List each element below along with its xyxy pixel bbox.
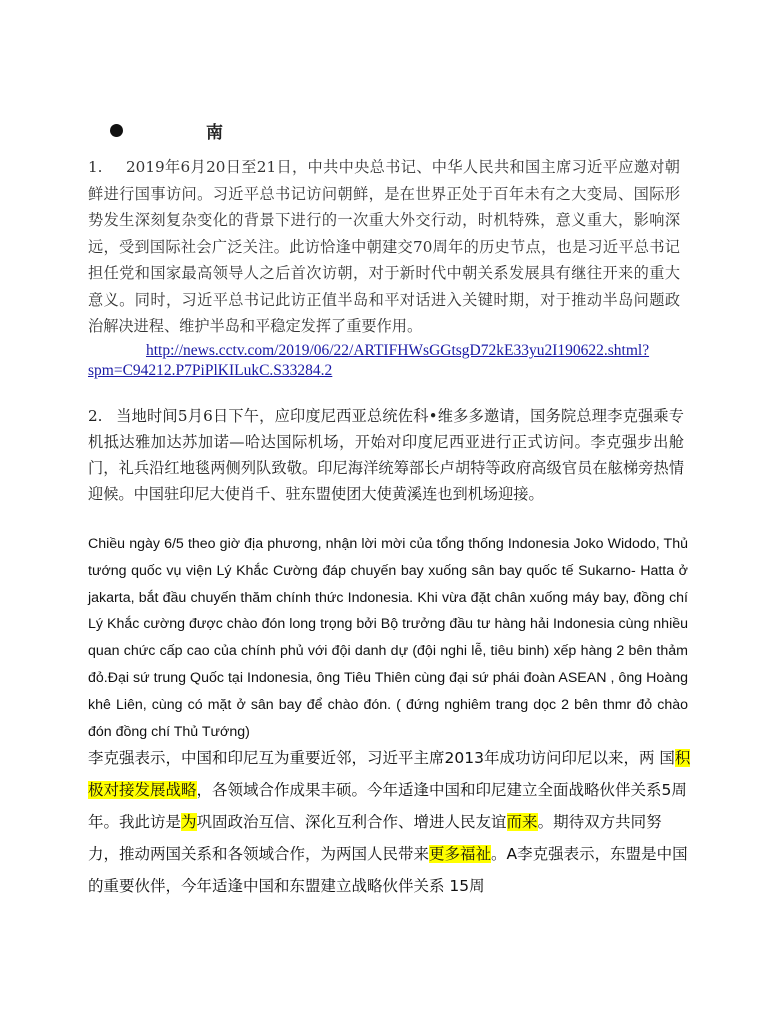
paragraph-2-number: 2. (88, 407, 103, 425)
highlight-3: 而来 (506, 813, 538, 831)
paragraph-1-number: 1. (88, 158, 103, 176)
paragraph-3-segment-2: ，各领域合作成果丰硕。今年适逢中国和印尼建立全面战略伙伴关系5周年。我此访是 (88, 781, 687, 831)
heading-title: 南 (206, 123, 223, 143)
news-link-line-2[interactable]: spm=C94212.P7PiPlKILukC.S33284.2 (88, 362, 333, 379)
paragraph-3-segment-3: 巩固政治互信、深化互利合作、增进人民友谊 (196, 813, 507, 831)
paragraph-3-segment-1: 李克强表示，中国和印尼互为重要近邻，习近平主席2013年成功访问印尼以来，两 国 (88, 749, 675, 767)
highlight-1: 积极对接发展战略 (88, 749, 691, 799)
paragraph-3 (88, 742, 692, 902)
paragraph-2 (88, 403, 684, 507)
bullet-icon (110, 124, 123, 137)
news-link-line-1[interactable]: http://news.cctv.com/2019/06/22/ARTIFHWsGGtsgD72kE33yu2I190622.shtml? (146, 342, 650, 359)
paragraph-1 (88, 154, 680, 340)
paragraph-3-segment-4: 。期待双方共同努力，推动两国关系和各领域合作，为两国人民带来 (88, 813, 662, 863)
news-link[interactable] (88, 341, 688, 381)
paragraph-1-text: 2019年6月20日至21日，中共中央总书记、中华人民共和国主席习近平应邀对朝鲜进行国事访问。习近平总书记访问朝鲜，是在世界正处于百年未有之大变局、国际形势发生深刻复杂变化的背景下进行的一次重大外交行动，时机特殊，意义重大，影响深远，受到国际社会广泛关注。此访恰逢中朝建交70周年的历史节点，也是习近平总书记担任党和国家最高领导人之后首次访朝，对于新时代中朝关系发展具有继往开来的重大意义。同时，习近平总书记此访正值半岛和平对话进入关键时期，对于推动半岛问题政治解决进程、维护半岛和平稳定发挥了重要作用。 (88, 158, 680, 335)
paragraph-3-segment-5: 。A李克强表示，东盟是中国的重要伙伴，今年适逢中国和东盟建立战略伙伴关系 15周 (88, 845, 688, 895)
vietnamese-translation: Chiều ngày 6/5 theo giờ địa phương, nhận lời mời của tổng thống Indonesia Joko Widodo, Thủ tướng quốc vụ viện Lý Khắc Cường đáp chuyến bay xuống sân bay quốc tế Sukarno- Hatta ở jakarta, bắt đầu chuyến thăm chính thức Indonesia. Khi vừa đặt chân xuống máy bay, đồng chí Lý Khắc cường được chào đón long trọng bởi Bộ trưởng đầu tư hàng hải Indonesia cùng nhiều quan chức cấp cao của chính phủ với đội danh dự (đội nghi lễ, tiêu binh) xếp hàng 2 bên thảm đỏ.Đại sứ trung Quốc tại Indonesia, ông Tiêu Thiên cùng đại sứ phái đoàn ASEAN , ông Hoàng khê Liên, cùng có mặt ở sân bay để chào đón. ( đứng nghiêm trang dọc 2 bên thmr đỏ chào đón đồng chí Thủ Tướng) (88, 536, 688, 740)
paragraph-2-text: 当地时间5月6日下午，应印度尼西亚总统佐科•维多多邀请，国务院总理李克强乘专机抵达雅加达苏加诺—哈达国际机场，开始对印度尼西亚进行正式访问。李克强步出舱门，礼兵沿红地毯两侧列队致敬。印尼海洋统筹部长卢胡特等政府高级官员在舷梯旁热情迎候。中国驻印尼大使肖千、驻东盟使团大使黄溪连也到机场迎接。 (88, 407, 684, 503)
highlight-2: 为 (181, 813, 197, 831)
highlight-4: 更多福祉 (429, 845, 492, 863)
